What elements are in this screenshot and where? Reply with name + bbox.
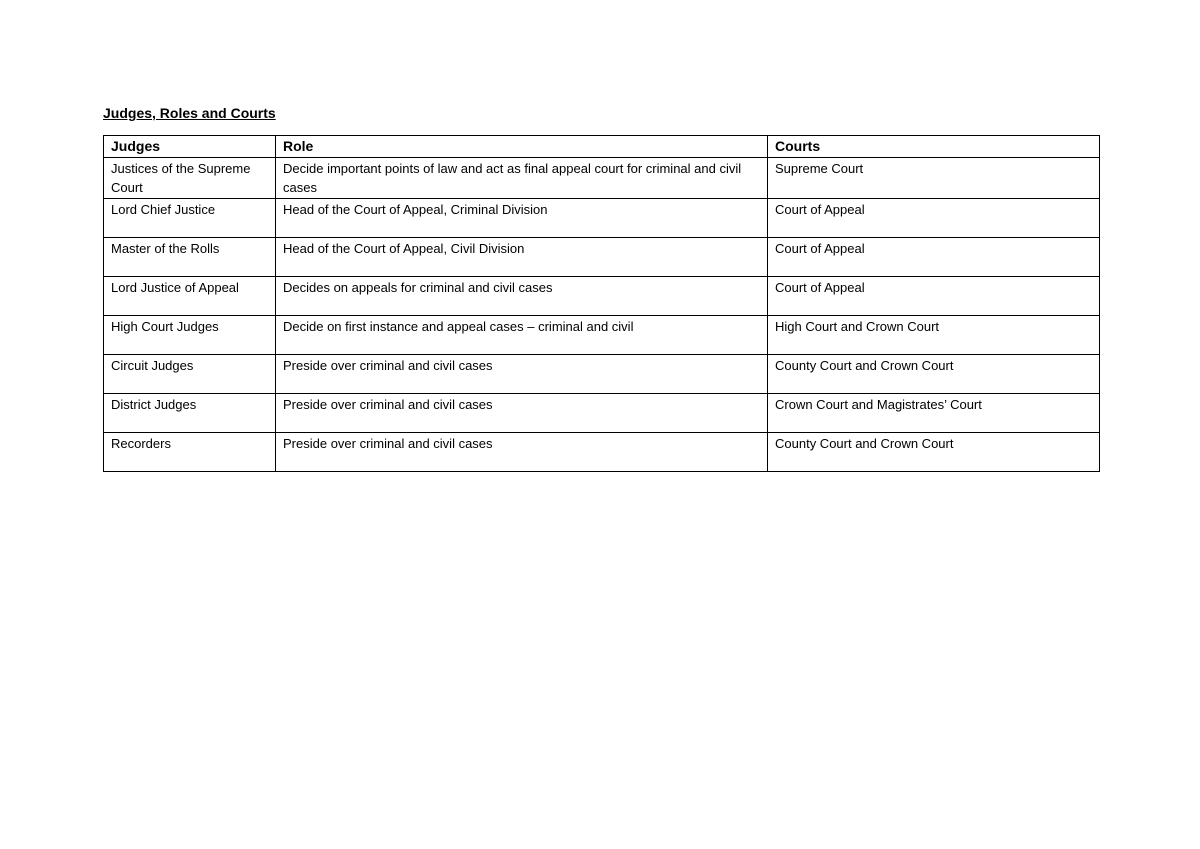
header-role: Role	[276, 136, 768, 158]
table-row	[104, 157, 1100, 198]
judge-cell: Circuit Judges	[104, 354, 276, 393]
judges-table	[103, 135, 1100, 472]
court-cell: Supreme Court	[768, 157, 1100, 198]
judge-cell: Master of the Rolls	[104, 237, 276, 276]
role-cell: Decide on first instance and appeal cases – criminal and civil	[276, 315, 768, 354]
role-cell: Decide important points of law and act as final appeal court for criminal and civil cases	[276, 157, 768, 198]
judge-cell: Lord Justice of Appeal	[104, 276, 276, 315]
court-cell: Crown Court and Magistrates’ Court	[768, 393, 1100, 432]
table-row	[104, 393, 1100, 432]
court-cell: County Court and Crown Court	[768, 354, 1100, 393]
court-cell: County Court and Crown Court	[768, 432, 1100, 471]
table-row	[104, 315, 1100, 354]
table-row	[104, 198, 1100, 237]
court-cell: Court of Appeal	[768, 237, 1100, 276]
table-row	[104, 354, 1100, 393]
table-row	[104, 276, 1100, 315]
judge-cell: Justices of the Supreme Court	[104, 157, 276, 198]
table-row	[104, 432, 1100, 471]
court-cell: Court of Appeal	[768, 198, 1100, 237]
judge-cell: Recorders	[104, 432, 276, 471]
table-row	[104, 237, 1100, 276]
role-cell: Head of the Court of Appeal, Criminal Division	[276, 198, 768, 237]
role-cell: Preside over criminal and civil cases	[276, 354, 768, 393]
role-cell: Decides on appeals for criminal and civil cases	[276, 276, 768, 315]
court-cell: Court of Appeal	[768, 276, 1100, 315]
document-title: Judges, Roles and Courts	[103, 105, 276, 121]
judge-cell: District Judges	[104, 393, 276, 432]
role-cell: Preside over criminal and civil cases	[276, 393, 768, 432]
table-header-row	[104, 136, 1100, 158]
role-cell: Head of the Court of Appeal, Civil Division	[276, 237, 768, 276]
judge-cell: High Court Judges	[104, 315, 276, 354]
court-cell: High Court and Crown Court	[768, 315, 1100, 354]
judge-cell: Lord Chief Justice	[104, 198, 276, 237]
role-cell: Preside over criminal and civil cases	[276, 432, 768, 471]
header-courts: Courts	[768, 136, 1100, 158]
header-judges: Judges	[104, 136, 276, 158]
